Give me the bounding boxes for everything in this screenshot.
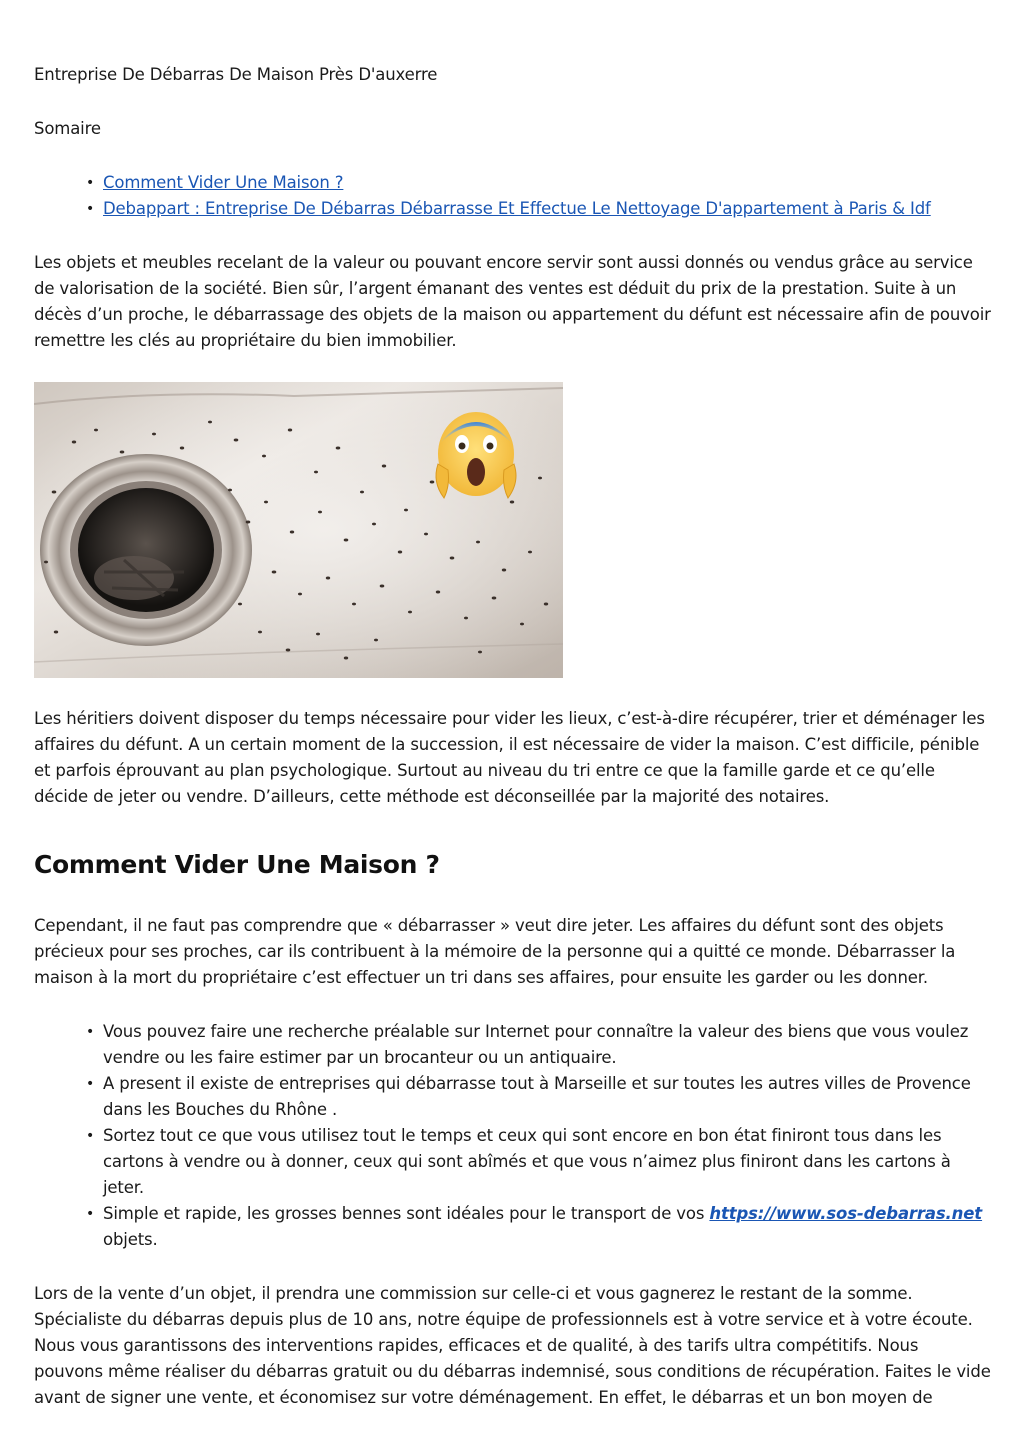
paragraph-cependant: Cependant, il ne faut pas comprendre que « débarrasser » veut dire jeter. Les affaires du défunt sont des objets précieux pour ses proches, car ils contribuent à la mémoire de la personne qui a quitté ce monde. Débarrasser la maison à la mort du propriétaire c’est effectuer un tri dans ses affaires, pour ensuite les garder ou les donner. [34, 916, 956, 987]
toc-item [103, 170, 992, 196]
document-page [34, 62, 992, 1439]
list-item: • Sortez tout ce que vous utilisez tout le temps et ceux qui sont encore en bon état finiront tous dans les cartons à vendre ou à donner, ceux qui sont abîmés et que vous n’aimez plus finiront dans les cartons à jeter. [103, 1123, 992, 1201]
list-item-text: Simple et rapide, les grosses bennes sont idéales pour le transport de vos [103, 1204, 710, 1223]
list-item-text: objets. [103, 1230, 158, 1249]
list-item: • Vous pouvez faire une recherche préalable sur Internet pour connaître la valeur des biens que vous voulez vendre ou les faire estimer par un brocanteur ou un antiquaire. [103, 1019, 992, 1071]
document-title: Entreprise De Débarras De Maison Près D'auxerre [34, 65, 438, 84]
toc-list [34, 170, 992, 222]
bullet-list [34, 1019, 992, 1253]
sink-drain-photo [34, 382, 563, 678]
section-heading: Comment Vider Une Maison ? [34, 850, 440, 879]
toc-link-comment-vider[interactable]: Comment Vider Une Maison ? [103, 173, 344, 192]
toc-link-debappart[interactable]: Debappart : Entreprise De Débarras Débarrasse Et Effectue Le Nettoyage D'appartement à Paris & Idf [103, 199, 931, 218]
toc-heading: Somaire [34, 119, 101, 138]
paragraph-intro: Les objets et meubles recelant de la valeur ou pouvant encore servir sont aussi donnés ou vendus grâce au service de valorisation de la société. Bien sûr, l’argent émanant des ventes est déduit du prix de la prestation. Suite à un décès d’un proche, le débarrassage des objets de la maison ou appartement du défunt est nécessaire afin de pouvoir remettre les clés au propriétaire du bien immobilier. [34, 253, 991, 350]
list-item: • A present il existe de entreprises qui débarrasse tout à Marseille et sur toutes les autres villes de Provence dans les Bouches du Rhône . [103, 1071, 992, 1123]
list-item [103, 1201, 992, 1253]
toc-item [103, 196, 992, 222]
sos-debarras-link[interactable]: https://www.sos-debarras.net [709, 1204, 983, 1223]
paragraph-heritiers: Les héritiers doivent disposer du temps nécessaire pour vider les lieux, c’est-à-dire récupérer, trier et déménager les affaires du défunt. A un certain moment de la succession, il est nécessaire de vider la maison. C’est difficile, pénible et parfois éprouvant au plan psychologique. Surtout au niveau du tri entre ce que la famille garde et ce qu’elle décide de jeter ou vendre. D’ailleurs, cette méthode est déconseillée par la majorité des notaires. [34, 709, 985, 806]
paragraph-vente: Lors de la vente d’un objet, il prendra une commission sur celle-ci et vous gagnerez le restant de la somme. Spécialiste du débarras depuis plus de 10 ans, notre équipe de professionnels est à votre service et à votre écoute. Nous vous garantissons des interventions rapides, efficaces et de qualité, à des tarifs ultra compétitifs. Nous pouvons même réaliser du débarras gratuit ou du débarras indemnisé, sous conditions de récupération. Faites le vide avant de signer une vente, et économisez sur votre déménagement. En effet, le débarras et un bon moyen de [34, 1284, 991, 1407]
